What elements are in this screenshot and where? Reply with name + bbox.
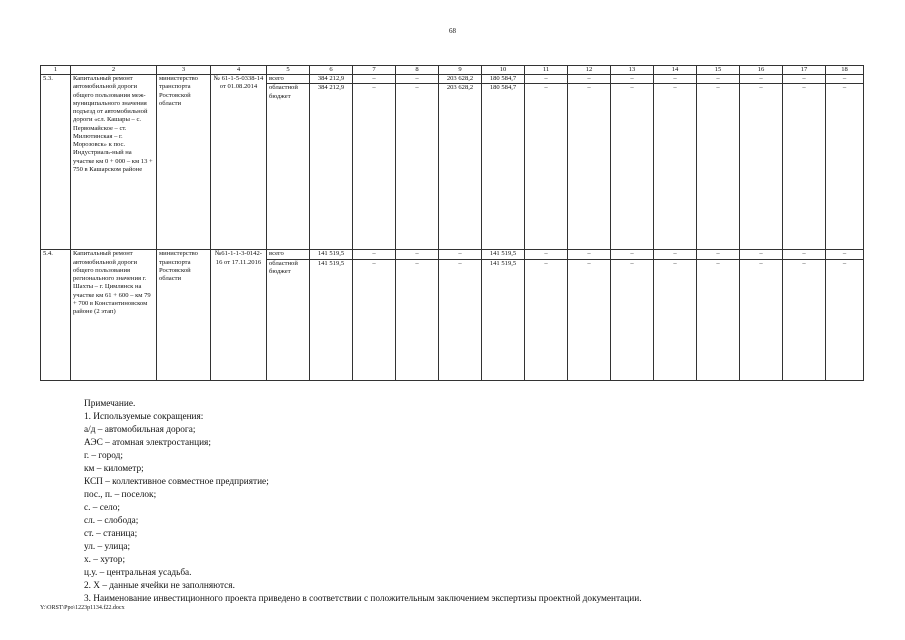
- value-cell: –: [525, 250, 568, 259]
- column-header: 18: [826, 66, 864, 75]
- value-cell: –: [611, 75, 654, 84]
- value-cell: 141 519,5: [310, 250, 353, 259]
- value-cell: –: [740, 250, 783, 259]
- funding-source: всего: [267, 75, 310, 84]
- column-header: 9: [439, 66, 482, 75]
- value-cell: –: [654, 250, 697, 259]
- value-cell: –: [826, 250, 864, 259]
- value-cell: 141 519,5: [482, 250, 525, 259]
- column-header: 8: [396, 66, 439, 75]
- column-header: 10: [482, 66, 525, 75]
- column-header: 1: [41, 66, 71, 75]
- column-header: 15: [697, 66, 740, 75]
- value-cell: –: [396, 250, 439, 259]
- column-header: 4: [211, 66, 267, 75]
- value-cell: –: [568, 250, 611, 259]
- value-cell: –: [396, 84, 439, 250]
- note-line: 2. Х – данные ячейки не заполняются.: [84, 581, 235, 591]
- value-cell: 384 212,9: [310, 84, 353, 250]
- value-cell: 141 519,5: [482, 259, 525, 380]
- value-cell: –: [525, 84, 568, 250]
- table-row: [41, 75, 864, 84]
- value-cell: –: [697, 84, 740, 250]
- column-header: 6: [310, 66, 353, 75]
- project-name: Капитальный ремонт автомобильной дороги общего пользования меж-муниципального значения подъезд от автомобильной дороги «сл. Кашары – с. Первомайское – ст. Милютинская – г. Морозовск» к пос. Индустриаль-ный на участке км 0 + 000 – км 13 + 750 в Кашарском районе: [71, 75, 157, 250]
- note-line: ст. – станица;: [84, 529, 138, 539]
- column-header: 12: [568, 66, 611, 75]
- note-line: с. – село;: [84, 503, 120, 513]
- value-cell: –: [439, 250, 482, 259]
- row-number: 5.3.: [41, 75, 71, 250]
- value-cell: –: [826, 84, 864, 250]
- note-line: 1. Используемые сокращения:: [84, 412, 204, 422]
- value-cell: –: [654, 75, 697, 84]
- file-path-footer: Y:\ORST\Ppo\1223p1134.f22.docx: [40, 605, 125, 611]
- value-cell: 180 584,7: [482, 84, 525, 250]
- value-cell: –: [353, 75, 396, 84]
- value-cell: –: [568, 84, 611, 250]
- value-cell: 141 519,5: [310, 259, 353, 380]
- value-cell: –: [353, 250, 396, 259]
- expertise-document: №61-1-1-3-0142-16 от 17.11.2016: [211, 250, 267, 380]
- value-cell: –: [396, 75, 439, 84]
- value-cell: –: [396, 259, 439, 380]
- value-cell: –: [611, 84, 654, 250]
- value-cell: –: [568, 75, 611, 84]
- value-cell: –: [697, 250, 740, 259]
- value-cell: –: [783, 259, 826, 380]
- value-cell: –: [353, 84, 396, 250]
- customer: министерство транспорта Ростовской области: [157, 75, 211, 250]
- expertise-document: № 61-1-5-0338-14 от 01.08.2014: [211, 75, 267, 250]
- value-cell: 203 628,2: [439, 75, 482, 84]
- note-line: ц.у. – центральная усадьба.: [84, 568, 192, 578]
- value-cell: –: [525, 75, 568, 84]
- funding-source: областной бюджет: [267, 259, 310, 380]
- investment-table: [40, 65, 864, 381]
- row-number: 5.4.: [41, 250, 71, 380]
- project-name: Капитальный ремонт автомобильной дороги общего пользования регионального значения г. Шахты – г. Цимлянск на участке км 61 + 600 – км 79 + 700 в Константиновском районе (2 этап): [71, 250, 157, 380]
- value-cell: 203 628,2: [439, 84, 482, 250]
- note-line: пос., п. – поселок;: [84, 490, 157, 500]
- value-cell: –: [783, 75, 826, 84]
- value-cell: –: [740, 259, 783, 380]
- value-cell: –: [826, 75, 864, 84]
- table-header-row: [41, 66, 864, 75]
- table-row: [41, 250, 864, 259]
- notes: [84, 398, 884, 606]
- column-header: 11: [525, 66, 568, 75]
- customer: министерство транспорта Ростовской области: [157, 250, 211, 380]
- note-line: ул. – улица;: [84, 542, 131, 552]
- column-header: 5: [267, 66, 310, 75]
- column-header: 14: [654, 66, 697, 75]
- column-header: 2: [71, 66, 157, 75]
- column-header: 7: [353, 66, 396, 75]
- value-cell: –: [826, 259, 864, 380]
- note-line: х. – хутор;: [84, 555, 126, 565]
- note-line: сл. – слобода;: [84, 516, 139, 526]
- value-cell: –: [525, 259, 568, 380]
- column-header: 3: [157, 66, 211, 75]
- note-line: км – километр;: [84, 464, 144, 474]
- value-cell: 180 584,7: [482, 75, 525, 84]
- funding-source: областной бюджет: [267, 84, 310, 250]
- value-cell: –: [783, 84, 826, 250]
- value-cell: –: [353, 259, 396, 380]
- value-cell: –: [783, 250, 826, 259]
- column-header: 13: [611, 66, 654, 75]
- value-cell: –: [654, 84, 697, 250]
- note-line: КСП – коллективное совместное предприятие;: [84, 477, 269, 487]
- note-line: 3. Наименование инвестиционного проекта приведено в соответствии с положительным заключением экспертизы проектной документации.: [84, 594, 642, 604]
- value-cell: –: [611, 250, 654, 259]
- value-cell: 384 212,9: [310, 75, 353, 84]
- value-cell: –: [697, 259, 740, 380]
- column-header: 17: [783, 66, 826, 75]
- notes-title: Примечание.: [84, 399, 136, 409]
- value-cell: –: [740, 75, 783, 84]
- value-cell: –: [654, 259, 697, 380]
- note-line: г. – город;: [84, 451, 123, 461]
- value-cell: –: [568, 259, 611, 380]
- note-line: а/д – автомобильная дорога;: [84, 425, 196, 435]
- value-cell: –: [611, 259, 654, 380]
- column-header: 16: [740, 66, 783, 75]
- value-cell: –: [740, 84, 783, 250]
- value-cell: –: [439, 259, 482, 380]
- page-number: 68: [449, 27, 456, 35]
- funding-source: всего: [267, 250, 310, 259]
- value-cell: –: [697, 75, 740, 84]
- note-line: АЭС – атомная электростанция;: [84, 438, 211, 448]
